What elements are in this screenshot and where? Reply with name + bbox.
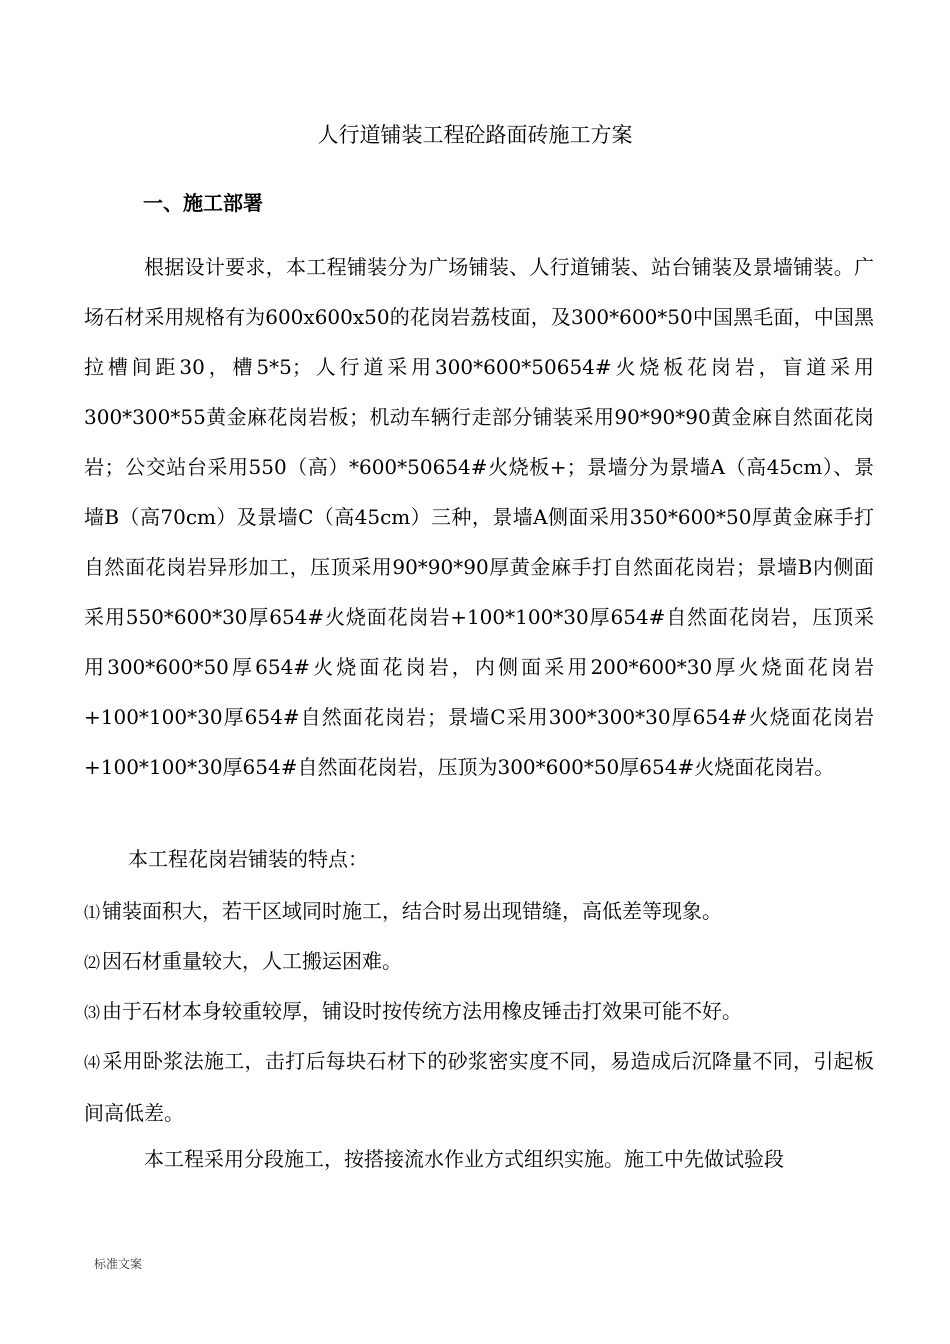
feature-list-item [84, 986, 874, 1038]
list-item-text: 因石材重量较大，人工搬运困难。 [102, 949, 403, 973]
section-heading: 一、施工部署 [143, 191, 263, 215]
list-item-number: ⑷ [84, 1053, 101, 1072]
feature-list-item [84, 886, 874, 938]
paragraph-staged-construction: 本工程采用分段施工，按搭接流水作业方式组织实施。施工中先做试验段 [144, 1147, 784, 1171]
list-item-number: ⑴ [84, 903, 101, 922]
list-item-text: 采用卧浆法施工，击打后每块石材下的砂浆密实度不同，易造成后沉降量不同，引起板间高低差。 [84, 1049, 874, 1125]
list-item-number: ⑵ [84, 953, 101, 972]
paragraph-features-intro: 本工程花岗岩铺装的特点： [128, 847, 368, 871]
list-item-number: ⑶ [84, 1003, 101, 1022]
document-title: 人行道铺装工程砼路面砖施工方案 [317, 123, 633, 147]
feature-list-item [84, 1036, 874, 1138]
list-item-text: 由于石材本身较重较厚，铺设时按传统方法用橡皮锤击打效果可能不好。 [102, 999, 743, 1023]
list-item-text: 铺装面积大，若干区域同时施工，结合时易出现错缝，高低差等现象。 [102, 899, 723, 923]
feature-list-item [84, 936, 874, 988]
paragraph-construction-deployment: 根据设计要求，本工程铺装分为广场铺装、人行道铺装、站台铺装及景墙铺装。广场石材采用规格有为600x600x50的花岗岩荔枝面，及300*600*50中国黑毛面，中国黑拉槽间距30，槽5*5；人行道采用300*600*50654#火烧板花岗岩，盲道采用300*300*55黄金麻花岗岩板；机动车辆行走部分铺装采用90*90*90黄金麻自然面花岗岩；公交站台采用550（高）*600*50654#火烧板+；景墙分为景墙A（高45cm）、景墙B（高70cm）及景墙C（高45cm）三种，景墙A侧面采用350*600*50厚黄金麻手打自然面花岗岩异形加工，压顶采用90*90*90厚黄金麻手打自然面花岗岩；景墙B内侧面采用550*600*30厚654#火烧面花岗岩+100*100*30厚654#自然面花岗岩，压顶采用300*600*50厚654#火烧面花岗岩，内侧面采用200*600*30厚火烧面花岗岩+100*100*30厚654#自然面花岗岩；景墙C采用300*300*30厚654#火烧面花岗岩+100*100*30厚654#自然面花岗岩，压顶为300*600*50厚654#火烧面花岗岩。 [84, 255, 874, 779]
footer-note: 标准文案 [94, 1257, 143, 1271]
